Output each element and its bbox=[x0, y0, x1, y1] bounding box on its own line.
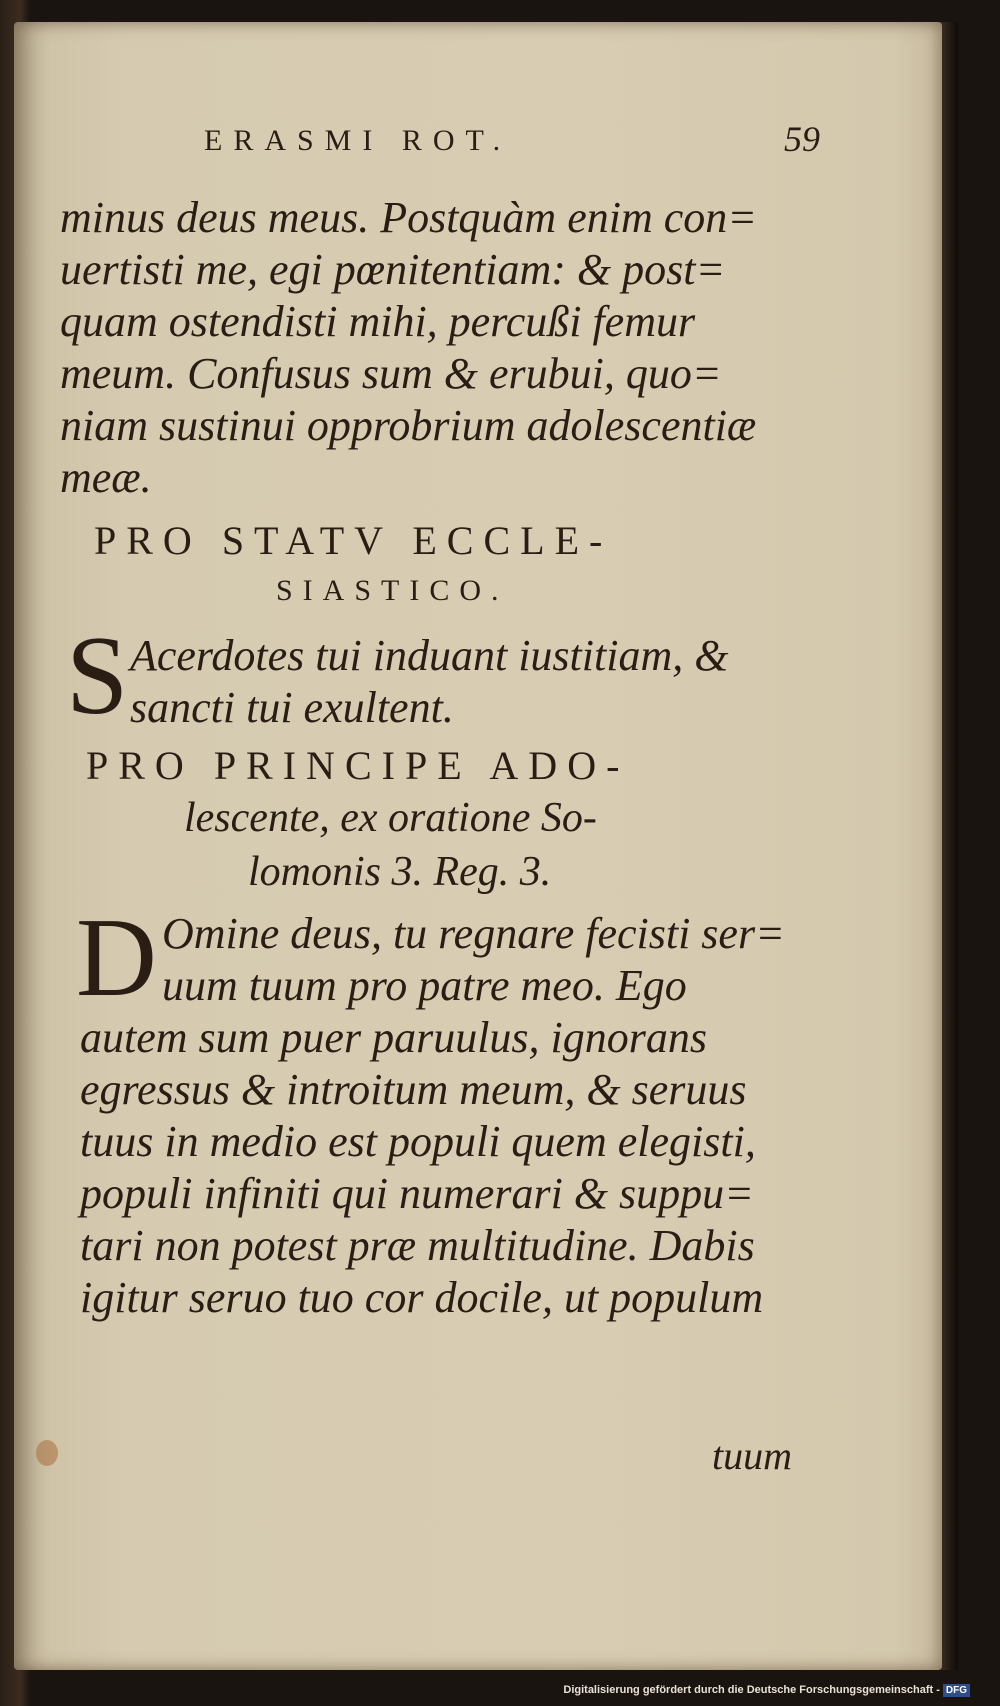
text-line: sancti tui exultent. bbox=[130, 683, 454, 732]
text-line: egressus & introitum meum, & seruus bbox=[80, 1065, 747, 1114]
book-edge bbox=[940, 22, 958, 1670]
text-line: meum. Confusus sum & erubui, quo= bbox=[60, 349, 722, 398]
page-number: 59 bbox=[784, 119, 820, 159]
book-page bbox=[14, 22, 942, 1670]
text-line: tari non potest præ multitudine. Dabis bbox=[80, 1221, 755, 1270]
text-line: tuus in medio est populi quem elegisti, bbox=[80, 1117, 756, 1166]
drop-capital: D bbox=[76, 896, 157, 1020]
text-line: igitur seruo tuo cor docile, ut populum bbox=[80, 1273, 764, 1322]
text-line: niam sustinui opprobrium adolescentiæ bbox=[60, 401, 757, 450]
paper-stain bbox=[36, 1440, 58, 1466]
credit-text: Digitalisierung gefördert durch die Deutsche Forschungsgemeinschaft - bbox=[563, 1684, 940, 1696]
section-subheading: lomonis 3. Reg. 3. bbox=[248, 849, 552, 895]
text-line: Omine deus, tu regnare fecisti ser= bbox=[162, 909, 785, 958]
text-line: populi infiniti qui numerari & suppu= bbox=[80, 1169, 754, 1218]
section-heading: PRO STATV ECCLE- bbox=[94, 518, 613, 563]
dfg-logo: DFG bbox=[943, 1684, 970, 1697]
text-line: quam ostendisti mihi, percußi femur bbox=[60, 297, 696, 346]
text-line: meæ. bbox=[60, 453, 152, 502]
text-line: uum tuum pro patre meo. Ego bbox=[162, 961, 687, 1010]
page-text bbox=[14, 22, 942, 1670]
text-line: uertisti me, egi pœnitentiam: & post= bbox=[60, 245, 726, 294]
section-heading: SIASTICO. bbox=[276, 574, 509, 607]
section-heading: PRO PRINCIPE ADO- bbox=[86, 743, 630, 788]
section-subheading: lescente, ex oratione So- bbox=[184, 795, 597, 841]
catchword: tuum bbox=[712, 1433, 792, 1478]
text-line: autem sum puer paruulus, ignorans bbox=[80, 1013, 708, 1062]
drop-capital: S bbox=[66, 614, 129, 738]
text-line: minus deus meus. Postquàm enim con= bbox=[60, 193, 757, 242]
digitization-credit bbox=[563, 1684, 970, 1697]
running-head: ERASMI ROT. bbox=[204, 124, 512, 157]
text-line: Acerdotes tui induant iustitiam, & bbox=[130, 631, 729, 680]
